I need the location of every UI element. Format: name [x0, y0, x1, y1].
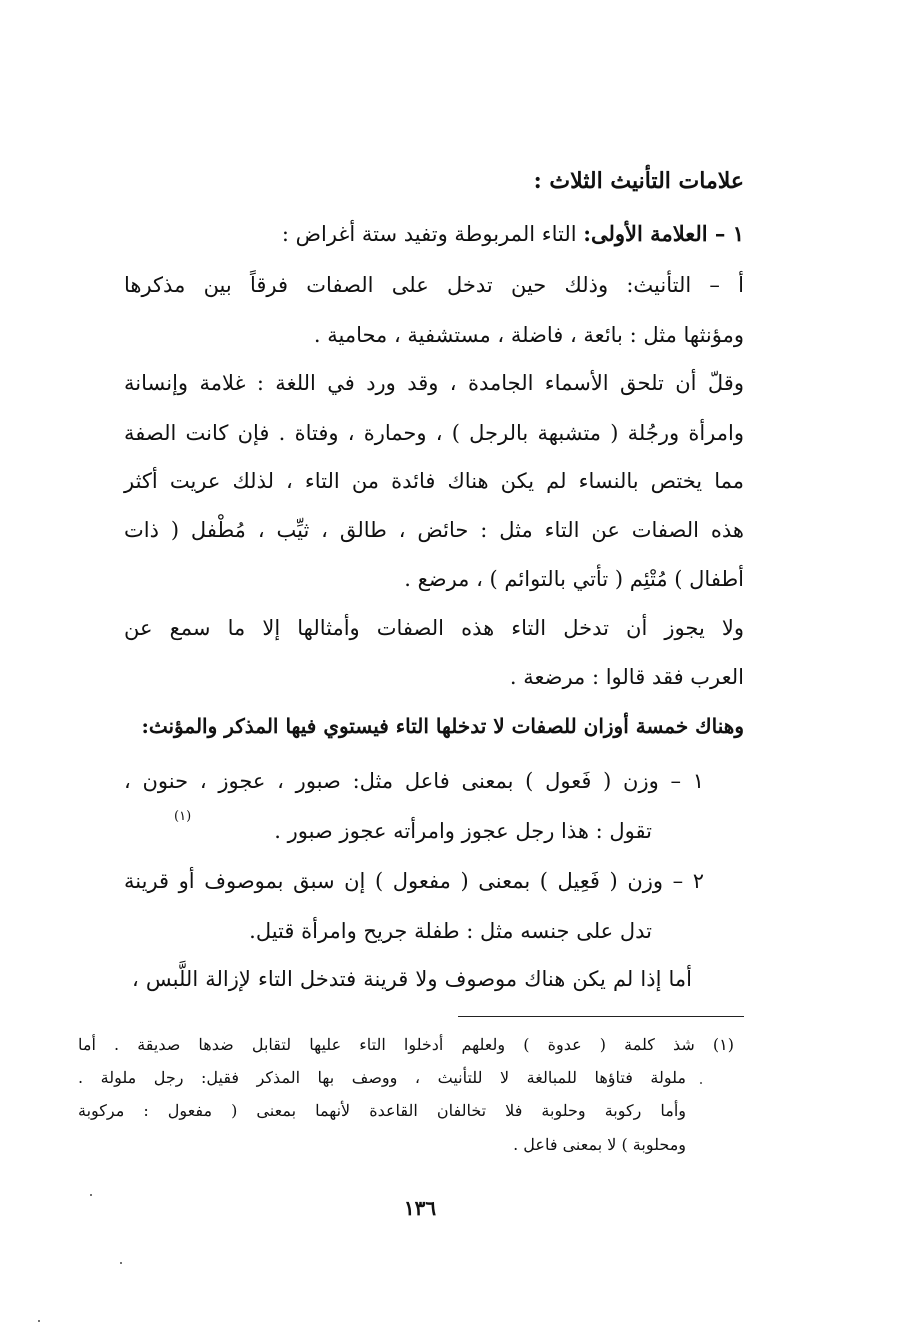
- footnote-line-2: ملولة فتاؤها للمبالغة لا للتأنيث ، ووصف بها المذكر فقيل: رجل ملولة .: [78, 1068, 686, 1087]
- page-number: ١٣٦: [403, 1196, 437, 1220]
- list-item-1-line-2: تقول : هذا رجل عجوز وامرأته عجوز صبور .: [274, 819, 652, 843]
- paragraph-d-line-1: أما إذا لم يكن هناك موصوف ولا قرينة فتدخل التاء لإزالة اللَّبس ،: [132, 967, 692, 991]
- list-item-2-line-2: تدل على جنسه مثل : طفلة جريح وامرأة قتيل.: [249, 919, 652, 943]
- footnote-reference: (١): [174, 809, 192, 824]
- scan-speck: [120, 1262, 122, 1264]
- list-item-2-line-1: ٢ – وزن ( فَعِيل ) بمعنى ( مفعول ) إن سبق بموصوف أو قرينة: [124, 869, 704, 893]
- scan-speck: [90, 1194, 92, 1196]
- paragraph-c-line-1: ولا يجوز أن تدخل التاء هذه الصفات وأمثالها إلا ما سمع عن: [124, 616, 744, 640]
- paragraph-b-line-4: هذه الصفات عن التاء مثل : حائض ، طالق ، ثيِّب ، مُطْفل ( ذات: [124, 518, 744, 542]
- scan-speck: [700, 1082, 702, 1084]
- scan-speck: [38, 1320, 40, 1322]
- paragraph-b-line-1: وقلّ أن تلحق الأسماء الجامدة ، وقد ورد في اللغة : غلامة وإنسانة: [124, 371, 744, 395]
- footnote-line-3: وأما ركوبة وحلوبة فلا تخالفان القاعدة لأنهما بمعنى ( مفعول : مركوبة: [78, 1101, 686, 1120]
- paragraph-b-line-3: مما يختص بالنساء لم يكن هناك فائدة من التاء ، لذلك عريت أكثر: [124, 469, 744, 493]
- paragraph-b-line-5: أطفال ) مُتْئِم ( تأتي بالتوائم ) ، مرضع .: [404, 567, 744, 591]
- page-title: علامات التأنيث الثلاث :: [533, 168, 744, 194]
- footnote-line-4: ومحلوبة ) لا بمعنى فاعل .: [513, 1135, 686, 1154]
- paragraph-a-line-2: ومؤنثها مثل : بائعة ، فاضلة ، مستشفية ، محامية .: [313, 323, 744, 347]
- paragraph-a-line-1: أ – التأنيث: وذلك حين تدخل على الصفات فرقاً بين مذكرها: [124, 273, 744, 297]
- section-1-label: ١ – العلامة الأولى:: [583, 221, 744, 246]
- footnote-line-1: (١) شذ كلمة ( عدوة ) ولعلهم أدخلوا التاء عليها لتقابل ضدها صديقة . أما: [78, 1035, 734, 1054]
- footnote-divider: [458, 1016, 744, 1017]
- paragraph-b-line-2: وامرأة ورجُلة ( متشبهة بالرجل ) ، وحمارة ، وفتاة . فإن كانت الصفة: [124, 421, 744, 445]
- section-1-heading: [124, 219, 744, 249]
- list-item-1-line-1: ١ – وزن ( فَعول ) بمعنى فاعل مثل: صبور ، عجوز ، حنون ،: [124, 769, 704, 793]
- section-subheading: وهناك خمسة أوزان للصفات لا تدخلها التاء فيستوي فيها المذكر والمؤنث:: [141, 714, 744, 738]
- paragraph-c-line-2: العرب فقد قالوا : مرضعة .: [509, 665, 744, 689]
- section-1-text: التاء المربوطة وتفيد ستة أغراض :: [281, 222, 577, 246]
